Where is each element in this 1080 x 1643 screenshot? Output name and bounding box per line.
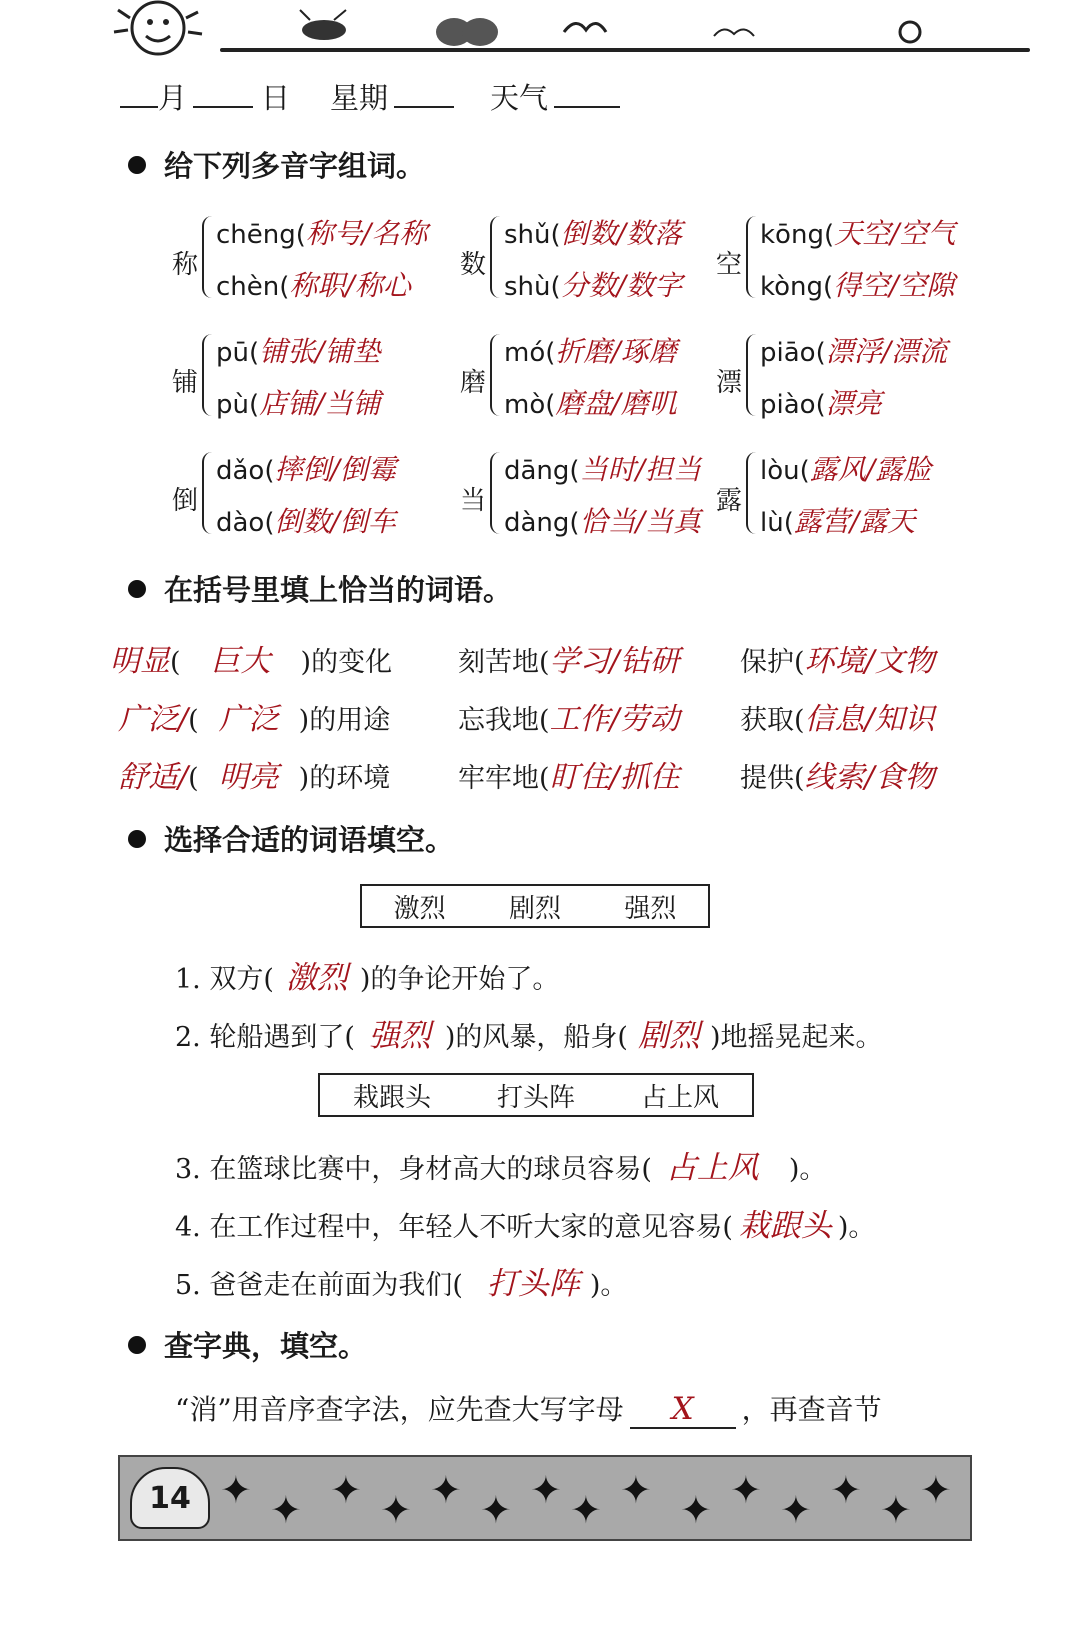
pinyin-row <box>504 382 677 422</box>
handwritten-answer: 天空/空气 <box>834 217 956 250</box>
word-choice-box-2: 栽跟头 打头阵 占上风 <box>318 1073 754 1117</box>
leaf-icon: ✦ <box>270 1488 302 1532</box>
section-title-dictionary: 查字典，填空。 <box>128 1324 367 1365</box>
leaf-icon: ✦ <box>920 1468 952 1512</box>
handwritten-answer: 折磨/琢磨 <box>555 335 677 368</box>
handwritten-answer: 当时/担当 <box>579 453 702 486</box>
handwritten-answer: 露风/露脸 <box>809 453 932 486</box>
pinyin-row <box>504 448 701 488</box>
paren: ( <box>264 508 275 538</box>
pinyin: dào <box>216 508 265 538</box>
polyphonic-char: 磨 <box>460 368 487 398</box>
paren: ( <box>545 338 556 368</box>
polyphonic-char: 倒 <box>172 486 199 516</box>
leaf-icon: ✦ <box>730 1468 762 1512</box>
sentence-5: 5. 爸爸走在前面为我们( 打头阵 )。 <box>175 1266 628 1302</box>
paren: ( <box>248 338 260 368</box>
bullet-icon <box>128 830 146 848</box>
pinyin: mó <box>504 338 546 368</box>
word-choice-box-1: 激烈 剧烈 强烈 <box>360 884 710 928</box>
section-title-polyphonic: 给下列多音字组词。 <box>128 144 425 185</box>
leaf-icon: ✦ <box>780 1488 812 1532</box>
pinyin: piào <box>760 390 816 420</box>
day-label: 日 <box>261 81 291 115</box>
pinyin-row <box>216 500 396 540</box>
pinyin-row <box>760 330 947 370</box>
handwritten-answer: 磨盘/磨叽 <box>555 387 677 420</box>
pinyin: lù <box>760 508 784 538</box>
polyphonic-char: 称 <box>172 250 199 280</box>
bullet-icon <box>128 156 146 174</box>
pinyin: shù <box>504 272 551 302</box>
paren: ( <box>815 338 826 368</box>
paren: ( <box>815 390 826 420</box>
handwritten-answer: 店铺/当铺 <box>259 387 381 420</box>
fill-item: 刻苦地(学习/钻研 <box>458 644 680 679</box>
bird-icon <box>560 12 610 42</box>
polyphonic-char: 铺 <box>172 368 199 398</box>
handwritten-answer: 恰当/当真 <box>579 505 702 538</box>
pinyin: chèn <box>216 272 280 302</box>
pinyin-row <box>216 448 396 488</box>
handwritten-answer: 漂浮/漂流 <box>825 335 948 368</box>
brace <box>746 334 758 416</box>
fill-item: 广泛/( 广泛 )的用途 <box>118 702 391 737</box>
paren: ( <box>550 272 561 302</box>
pinyin: pū <box>216 338 249 368</box>
pinyin: kòng <box>760 272 824 302</box>
fill-item: 牢牢地(盯住/抓住 <box>458 760 680 795</box>
leaf-icon: ✦ <box>530 1468 562 1512</box>
sentence-2: 2. 轮船遇到了( 强烈 )的风暴，船身( 剧烈 )地摇晃起来。 <box>175 1018 883 1054</box>
pinyin-row <box>760 500 915 540</box>
pinyin: kōng <box>760 220 824 250</box>
bullet-icon <box>128 580 146 598</box>
butterfly-icon <box>432 12 502 52</box>
fill-item: 忘我地(工作/劳动 <box>458 702 680 737</box>
leaf-icon: ✦ <box>330 1468 362 1512</box>
brace <box>202 334 214 416</box>
pinyin-row <box>216 212 427 252</box>
flower-icon <box>890 18 930 46</box>
sentence-3: 3. 在篮球比赛中，身材高大的球员容易( 占上风 )。 <box>175 1150 827 1186</box>
paren: ( <box>823 272 834 302</box>
handwritten-answer: 称号/名称 <box>305 217 428 250</box>
pinyin: lòu <box>760 456 800 486</box>
pinyin-row <box>504 264 682 304</box>
pinyin-row <box>216 264 411 304</box>
pinyin: dǎo <box>216 456 265 486</box>
pinyin: shǔ <box>504 220 551 250</box>
bee-icon <box>290 8 360 48</box>
sentence-4: 4. 在工作过程中，年轻人不听大家的意见容易( 栽跟头 )。 <box>175 1208 876 1244</box>
handwritten-answer: 分数/数字 <box>560 269 683 302</box>
handwritten-answer: 漂亮 <box>825 387 882 420</box>
page-number: 14 <box>130 1467 210 1529</box>
fill-item: 舒适/( 明亮 )的环境 <box>118 760 391 795</box>
pinyin: dàng <box>504 508 570 538</box>
handwritten-answer: 得空/空隙 <box>833 269 955 302</box>
pinyin-row <box>760 212 956 252</box>
leaf-icon: ✦ <box>680 1488 712 1532</box>
sun-icon <box>110 0 220 70</box>
paren: ( <box>545 390 556 420</box>
paren: ( <box>569 456 580 486</box>
leaf-icon: ✦ <box>480 1488 512 1532</box>
handwritten-answer: 摔倒/倒霉 <box>274 453 396 486</box>
pinyin: chēng <box>216 220 296 250</box>
brace <box>746 452 758 534</box>
section-title-fill-words: 在括号里填上恰当的词语。 <box>128 568 512 609</box>
handwritten-answer: 露营/露天 <box>793 505 916 538</box>
paren: ( <box>569 508 580 538</box>
sentence-1: 1. 双方( 激烈 )的争论开始了。 <box>175 960 560 996</box>
pinyin-row <box>216 330 381 370</box>
paren: ( <box>823 220 835 250</box>
bullet-icon <box>128 1336 146 1354</box>
brace <box>202 452 214 534</box>
leaf-icon: ✦ <box>830 1468 862 1512</box>
pinyin-row <box>504 330 677 370</box>
fill-item: 保护(环境/文物 <box>740 644 935 679</box>
brace <box>490 216 502 298</box>
leaf-icon: ✦ <box>570 1488 602 1532</box>
handwritten-answer: 倒数/倒车 <box>274 505 396 538</box>
leaf-icon: ✦ <box>620 1468 652 1512</box>
pinyin-row <box>760 264 955 304</box>
pinyin-row <box>760 448 931 488</box>
month-label: 月 <box>158 81 188 115</box>
fill-item: 获取(信息/知识 <box>740 702 935 737</box>
fill-item: 提供(线索/食物 <box>740 760 935 795</box>
section-title-choose-words: 选择合适的词语填空。 <box>128 818 454 859</box>
pinyin: mò <box>504 390 546 420</box>
polyphonic-char: 漂 <box>716 368 743 398</box>
pinyin: pù <box>216 390 249 420</box>
paren: ( <box>248 390 260 420</box>
pinyin-row <box>504 212 682 252</box>
leaf-icon: ✦ <box>430 1468 462 1512</box>
paren: ( <box>550 220 561 250</box>
brace <box>490 452 502 534</box>
paren: ( <box>279 272 290 302</box>
pinyin-row <box>504 500 701 540</box>
polyphonic-char: 空 <box>716 250 743 280</box>
brace <box>746 216 758 298</box>
fill-item: 明显( 巨大 )的变化 <box>110 644 393 679</box>
pinyin-row <box>216 382 381 422</box>
brace <box>490 334 502 416</box>
date-line <box>120 76 620 117</box>
polyphonic-char: 露 <box>716 486 743 516</box>
bird-icon-2 <box>710 20 760 44</box>
pinyin-row <box>760 382 882 422</box>
weekday-label: 星期 <box>330 81 389 115</box>
pinyin: piāo <box>760 338 816 368</box>
paren: ( <box>264 456 275 486</box>
handwritten-answer: 倒数/数落 <box>560 217 683 250</box>
polyphonic-char: 数 <box>460 250 487 280</box>
footer-band <box>118 1455 972 1541</box>
leaf-icon: ✦ <box>880 1488 912 1532</box>
weather-label: 天气 <box>490 81 549 115</box>
pinyin: dāng <box>504 456 570 486</box>
header-wave-line <box>220 48 1030 52</box>
leaf-icon: ✦ <box>380 1488 412 1532</box>
dictionary-question: “消”用音序查字法，应先查大写字母 X ，再查音节 <box>175 1391 882 1427</box>
brace <box>202 216 214 298</box>
paren: ( <box>295 220 306 250</box>
leaf-icon: ✦ <box>220 1468 252 1512</box>
handwritten-answer: 铺张/铺垫 <box>259 335 381 368</box>
polyphonic-char: 当 <box>460 486 487 516</box>
paren: ( <box>783 508 794 538</box>
paren: ( <box>799 456 810 486</box>
handwritten-answer: 称职/称心 <box>289 269 411 302</box>
